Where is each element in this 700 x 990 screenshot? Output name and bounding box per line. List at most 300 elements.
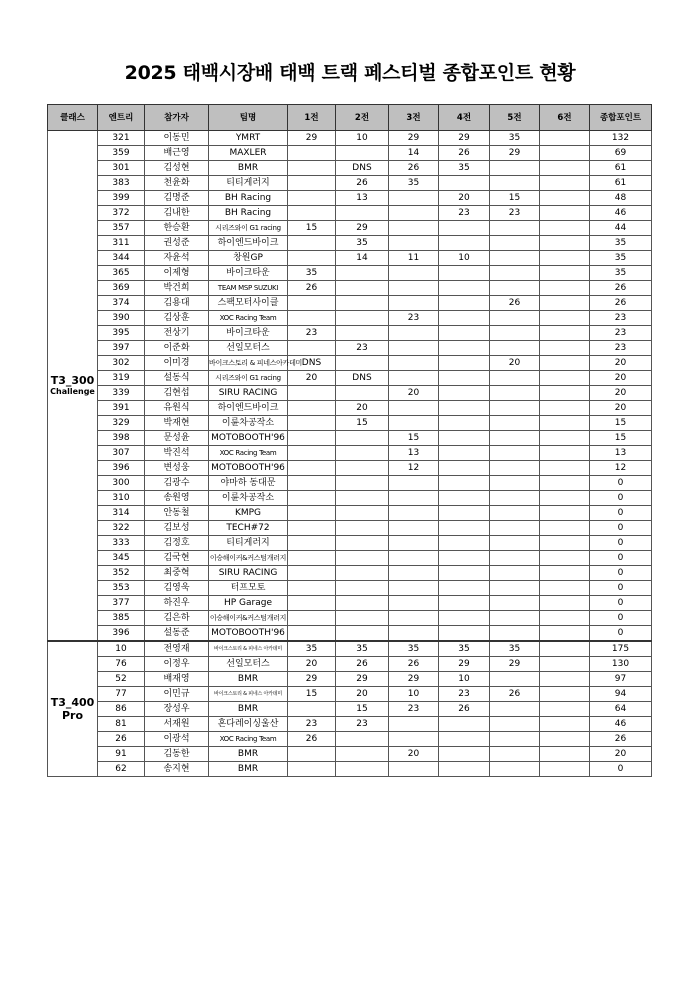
team-name: MAXLER: [209, 146, 288, 161]
round-6-points: [540, 311, 590, 326]
table-row: [48, 446, 652, 461]
participant-name: 김현섭: [145, 386, 209, 401]
table-row: [48, 596, 652, 611]
entry-number: 374: [98, 296, 145, 311]
round-6-points: [540, 747, 590, 762]
round-6-points: [540, 611, 590, 626]
round-6-points: [540, 446, 590, 461]
total-points: 0: [590, 566, 652, 581]
team-name: 바이크스토리 & 피네스아카데미: [209, 356, 288, 371]
round-6-points: [540, 641, 590, 657]
round-4-points: [439, 431, 490, 446]
round-6-points: [540, 251, 590, 266]
round-2-points: [336, 762, 389, 777]
round-5-points: [490, 221, 540, 236]
round-4-points: [439, 296, 490, 311]
round-4-points: [439, 311, 490, 326]
round-2-points: [336, 281, 389, 296]
standings-body: [48, 131, 652, 777]
participant-name: 서재원: [145, 717, 209, 732]
round-1-points: 20: [288, 657, 336, 672]
round-3-points: [389, 626, 439, 642]
round-3-points: 14: [389, 146, 439, 161]
round-1-points: [288, 596, 336, 611]
participant-name: 이민규: [145, 687, 209, 702]
round-6-points: [540, 762, 590, 777]
total-points: 26: [590, 732, 652, 747]
round-4-points: [439, 747, 490, 762]
entry-number: 398: [98, 431, 145, 446]
round-3-points: 20: [389, 386, 439, 401]
entry-number: 26: [98, 732, 145, 747]
round-6-points: [540, 626, 590, 642]
round-6-points: [540, 221, 590, 236]
entry-number: 344: [98, 251, 145, 266]
round-6-points: [540, 341, 590, 356]
participant-name: 하진우: [145, 596, 209, 611]
participant-name: 전영재: [145, 641, 209, 657]
round-2-points: [336, 581, 389, 596]
table-row: [48, 176, 652, 191]
header-total-points: 종합포인트: [590, 105, 652, 131]
table-row: [48, 221, 652, 236]
entry-number: 86: [98, 702, 145, 717]
table-row: [48, 146, 652, 161]
round-4-points: 35: [439, 161, 490, 176]
entry-number: 319: [98, 371, 145, 386]
round-2-points: [336, 596, 389, 611]
team-name: 바이크스토리 & 피네스 아카데미: [209, 641, 288, 657]
total-points: 46: [590, 206, 652, 221]
round-4-points: [439, 401, 490, 416]
entry-number: 399: [98, 191, 145, 206]
round-4-points: [439, 732, 490, 747]
round-3-points: [389, 296, 439, 311]
round-3-points: 20: [389, 747, 439, 762]
participant-name: 김은하: [145, 611, 209, 626]
table-row: [48, 281, 652, 296]
participant-name: 이광석: [145, 732, 209, 747]
round-5-points: [490, 566, 540, 581]
round-1-points: [288, 521, 336, 536]
entry-number: 314: [98, 506, 145, 521]
round-5-points: [490, 311, 540, 326]
table-row: [48, 296, 652, 311]
round-1-points: [288, 491, 336, 506]
entry-number: 383: [98, 176, 145, 191]
table-row: [48, 581, 652, 596]
total-points: 26: [590, 281, 652, 296]
team-name: XOC Racing Team: [209, 311, 288, 326]
round-4-points: [439, 341, 490, 356]
round-4-points: [439, 506, 490, 521]
round-4-points: [439, 371, 490, 386]
round-5-points: [490, 762, 540, 777]
round-1-points: [288, 551, 336, 566]
participant-name: 김정호: [145, 536, 209, 551]
total-points: 44: [590, 221, 652, 236]
round-4-points: 26: [439, 702, 490, 717]
round-4-points: 29: [439, 657, 490, 672]
round-1-points: 29: [288, 131, 336, 146]
round-4-points: [439, 491, 490, 506]
table-row: [48, 431, 652, 446]
round-1-points: [288, 747, 336, 762]
round-6-points: [540, 206, 590, 221]
round-3-points: [389, 476, 439, 491]
team-name: 바이크스토리 & 피네스 아카데미: [209, 687, 288, 702]
round-6-points: [540, 506, 590, 521]
table-row: [48, 161, 652, 176]
round-6-points: [540, 266, 590, 281]
round-2-points: 35: [336, 236, 389, 251]
round-5-points: [490, 371, 540, 386]
entry-number: 329: [98, 416, 145, 431]
round-4-points: [439, 717, 490, 732]
table-row: [48, 206, 652, 221]
header-round-4: 4전: [439, 105, 490, 131]
round-3-points: [389, 236, 439, 251]
participant-name: 배근영: [145, 146, 209, 161]
round-1-points: [288, 446, 336, 461]
round-4-points: 20: [439, 191, 490, 206]
round-3-points: [389, 281, 439, 296]
team-name: BH Racing: [209, 206, 288, 221]
round-3-points: [389, 521, 439, 536]
table-row: [48, 251, 652, 266]
participant-name: 안동철: [145, 506, 209, 521]
round-2-points: [336, 266, 389, 281]
round-2-points: [336, 311, 389, 326]
round-3-points: [389, 536, 439, 551]
round-1-points: [288, 762, 336, 777]
team-name: 선일모터스: [209, 657, 288, 672]
round-1-points: [288, 431, 336, 446]
total-points: 48: [590, 191, 652, 206]
round-1-points: [288, 581, 336, 596]
round-1-points: 29: [288, 672, 336, 687]
table-row: [48, 311, 652, 326]
team-name: 혼다레이싱울산: [209, 717, 288, 732]
round-5-points: [490, 702, 540, 717]
round-4-points: [439, 236, 490, 251]
round-3-points: [389, 371, 439, 386]
round-2-points: [336, 536, 389, 551]
round-1-points: [288, 401, 336, 416]
round-6-points: [540, 461, 590, 476]
round-1-points: 23: [288, 326, 336, 341]
entry-number: 307: [98, 446, 145, 461]
round-5-points: 29: [490, 146, 540, 161]
total-points: 20: [590, 356, 652, 371]
round-1-points: [288, 311, 336, 326]
round-2-points: [336, 566, 389, 581]
round-1-points: [288, 386, 336, 401]
total-points: 61: [590, 176, 652, 191]
entry-number: 81: [98, 717, 145, 732]
round-5-points: 29: [490, 657, 540, 672]
round-3-points: [389, 416, 439, 431]
round-4-points: 35: [439, 641, 490, 657]
round-2-points: [336, 611, 389, 626]
round-5-points: [490, 446, 540, 461]
team-name: TECH#72: [209, 521, 288, 536]
table-row: [48, 191, 652, 206]
round-3-points: 26: [389, 161, 439, 176]
round-6-points: [540, 356, 590, 371]
round-4-points: 23: [439, 206, 490, 221]
team-name: 티티게러지: [209, 536, 288, 551]
team-name: 하이엔드바이크: [209, 401, 288, 416]
round-2-points: [336, 356, 389, 371]
total-points: 0: [590, 762, 652, 777]
entry-number: 395: [98, 326, 145, 341]
team-name: MOTOBOOTH'96: [209, 431, 288, 446]
table-row: [48, 491, 652, 506]
total-points: 23: [590, 311, 652, 326]
table-row: [48, 461, 652, 476]
total-points: 35: [590, 236, 652, 251]
round-2-points: 13: [336, 191, 389, 206]
team-name: 창원GP: [209, 251, 288, 266]
round-3-points: 23: [389, 311, 439, 326]
round-6-points: [540, 717, 590, 732]
entry-number: 365: [98, 266, 145, 281]
round-6-points: [540, 281, 590, 296]
team-name: BMR: [209, 161, 288, 176]
entry-number: 10: [98, 641, 145, 657]
round-5-points: [490, 386, 540, 401]
table-row: [48, 536, 652, 551]
round-2-points: 15: [336, 702, 389, 717]
round-6-points: [540, 386, 590, 401]
round-6-points: [540, 176, 590, 191]
participant-name: 김용대: [145, 296, 209, 311]
total-points: 97: [590, 672, 652, 687]
total-points: 0: [590, 551, 652, 566]
round-6-points: [540, 672, 590, 687]
team-name: 하이엔드바이크: [209, 236, 288, 251]
round-2-points: [336, 747, 389, 762]
total-points: 23: [590, 341, 652, 356]
participant-name: 송원영: [145, 491, 209, 506]
table-row: [48, 657, 652, 672]
team-name: BMR: [209, 762, 288, 777]
team-name: MOTOBOOTH'96: [209, 626, 288, 642]
round-5-points: [490, 732, 540, 747]
round-4-points: [439, 581, 490, 596]
entry-number: 372: [98, 206, 145, 221]
round-5-points: 26: [490, 687, 540, 702]
round-4-points: [439, 266, 490, 281]
total-points: 132: [590, 131, 652, 146]
round-3-points: [389, 762, 439, 777]
participant-name: 설동준: [145, 626, 209, 642]
table-row: [48, 326, 652, 341]
table-row: [48, 702, 652, 717]
table-row: [48, 236, 652, 251]
round-6-points: [540, 581, 590, 596]
round-1-points: [288, 146, 336, 161]
round-2-points: 35: [336, 641, 389, 657]
round-5-points: [490, 747, 540, 762]
round-2-points: [336, 732, 389, 747]
header-round-5: 5전: [490, 105, 540, 131]
class-cell: [48, 131, 98, 642]
total-points: 20: [590, 386, 652, 401]
team-name: XOC Racing Team: [209, 732, 288, 747]
entry-number: 91: [98, 747, 145, 762]
round-3-points: [389, 221, 439, 236]
table-row: [48, 687, 652, 702]
round-5-points: [490, 491, 540, 506]
entry-number: 310: [98, 491, 145, 506]
entry-number: 359: [98, 146, 145, 161]
entry-number: 353: [98, 581, 145, 596]
table-row: [48, 717, 652, 732]
round-5-points: [490, 551, 540, 566]
round-3-points: 29: [389, 131, 439, 146]
round-1-points: [288, 626, 336, 642]
round-5-points: [490, 596, 540, 611]
header-round-2: 2전: [336, 105, 389, 131]
table-row: [48, 762, 652, 777]
header-row: [48, 105, 652, 131]
participant-name: 설동식: [145, 371, 209, 386]
entry-number: 377: [98, 596, 145, 611]
entry-number: 333: [98, 536, 145, 551]
team-name: 시리즈와이 G1 racing: [209, 371, 288, 386]
round-5-points: 35: [490, 641, 540, 657]
round-3-points: 11: [389, 251, 439, 266]
round-3-points: [389, 266, 439, 281]
entry-number: 369: [98, 281, 145, 296]
round-1-points: 15: [288, 687, 336, 702]
participant-name: 김보성: [145, 521, 209, 536]
round-5-points: 15: [490, 191, 540, 206]
participant-name: 김명준: [145, 191, 209, 206]
round-4-points: 26: [439, 146, 490, 161]
entry-number: 390: [98, 311, 145, 326]
table-row: [48, 416, 652, 431]
round-3-points: [389, 326, 439, 341]
total-points: 61: [590, 161, 652, 176]
round-5-points: 35: [490, 131, 540, 146]
round-1-points: [288, 236, 336, 251]
total-points: 20: [590, 747, 652, 762]
team-name: 바이크타운: [209, 326, 288, 341]
round-6-points: [540, 161, 590, 176]
entry-number: 339: [98, 386, 145, 401]
round-4-points: [439, 356, 490, 371]
round-6-points: [540, 521, 590, 536]
round-5-points: [490, 161, 540, 176]
class-subtitle: Challenge: [50, 387, 95, 396]
round-3-points: [389, 341, 439, 356]
total-points: 0: [590, 581, 652, 596]
round-5-points: 26: [490, 296, 540, 311]
round-5-points: [490, 266, 540, 281]
round-1-points: [288, 341, 336, 356]
round-3-points: 13: [389, 446, 439, 461]
participant-name: 이준화: [145, 341, 209, 356]
participant-name: 박진석: [145, 446, 209, 461]
round-6-points: [540, 536, 590, 551]
table-row: [48, 611, 652, 626]
round-6-points: [540, 596, 590, 611]
round-6-points: [540, 236, 590, 251]
round-2-points: 10: [336, 131, 389, 146]
entry-number: 322: [98, 521, 145, 536]
header-round-3: 3전: [389, 105, 439, 131]
team-name: 터프모토: [209, 581, 288, 596]
team-name: 티티게러지: [209, 176, 288, 191]
round-6-points: [540, 566, 590, 581]
participant-name: 전상기: [145, 326, 209, 341]
entry-number: 301: [98, 161, 145, 176]
total-points: 130: [590, 657, 652, 672]
participant-name: 변성웅: [145, 461, 209, 476]
total-points: 12: [590, 461, 652, 476]
round-1-points: [288, 296, 336, 311]
standings-table: [47, 104, 652, 777]
round-2-points: 29: [336, 221, 389, 236]
round-5-points: [490, 506, 540, 521]
round-5-points: [490, 341, 540, 356]
round-4-points: [439, 536, 490, 551]
round-2-points: [336, 476, 389, 491]
round-3-points: 15: [389, 431, 439, 446]
round-6-points: [540, 431, 590, 446]
round-2-points: [336, 206, 389, 221]
team-name: MOTOBOOTH'96: [209, 461, 288, 476]
entry-number: 76: [98, 657, 145, 672]
entry-number: 352: [98, 566, 145, 581]
round-6-points: [540, 657, 590, 672]
round-2-points: [336, 326, 389, 341]
round-1-points: [288, 176, 336, 191]
total-points: 20: [590, 371, 652, 386]
participant-name: 배재영: [145, 672, 209, 687]
round-3-points: 29: [389, 672, 439, 687]
entry-number: 62: [98, 762, 145, 777]
round-6-points: [540, 416, 590, 431]
participant-name: 이미경: [145, 356, 209, 371]
round-4-points: [439, 476, 490, 491]
round-5-points: [490, 717, 540, 732]
entry-number: 52: [98, 672, 145, 687]
round-6-points: [540, 296, 590, 311]
round-3-points: [389, 717, 439, 732]
round-4-points: [439, 596, 490, 611]
team-name: 이승해이커&커스텀개러지: [209, 611, 288, 626]
total-points: 35: [590, 266, 652, 281]
round-1-points: [288, 536, 336, 551]
round-3-points: 23: [389, 702, 439, 717]
team-name: 바이크타운: [209, 266, 288, 281]
total-points: 0: [590, 536, 652, 551]
round-2-points: [336, 461, 389, 476]
round-6-points: [540, 476, 590, 491]
round-2-points: [336, 146, 389, 161]
round-4-points: 10: [439, 672, 490, 687]
team-name: SIRU RACING: [209, 566, 288, 581]
round-1-points: 35: [288, 641, 336, 657]
table-row: [48, 641, 652, 657]
round-1-points: [288, 506, 336, 521]
entry-number: 396: [98, 626, 145, 642]
table-row: [48, 672, 652, 687]
